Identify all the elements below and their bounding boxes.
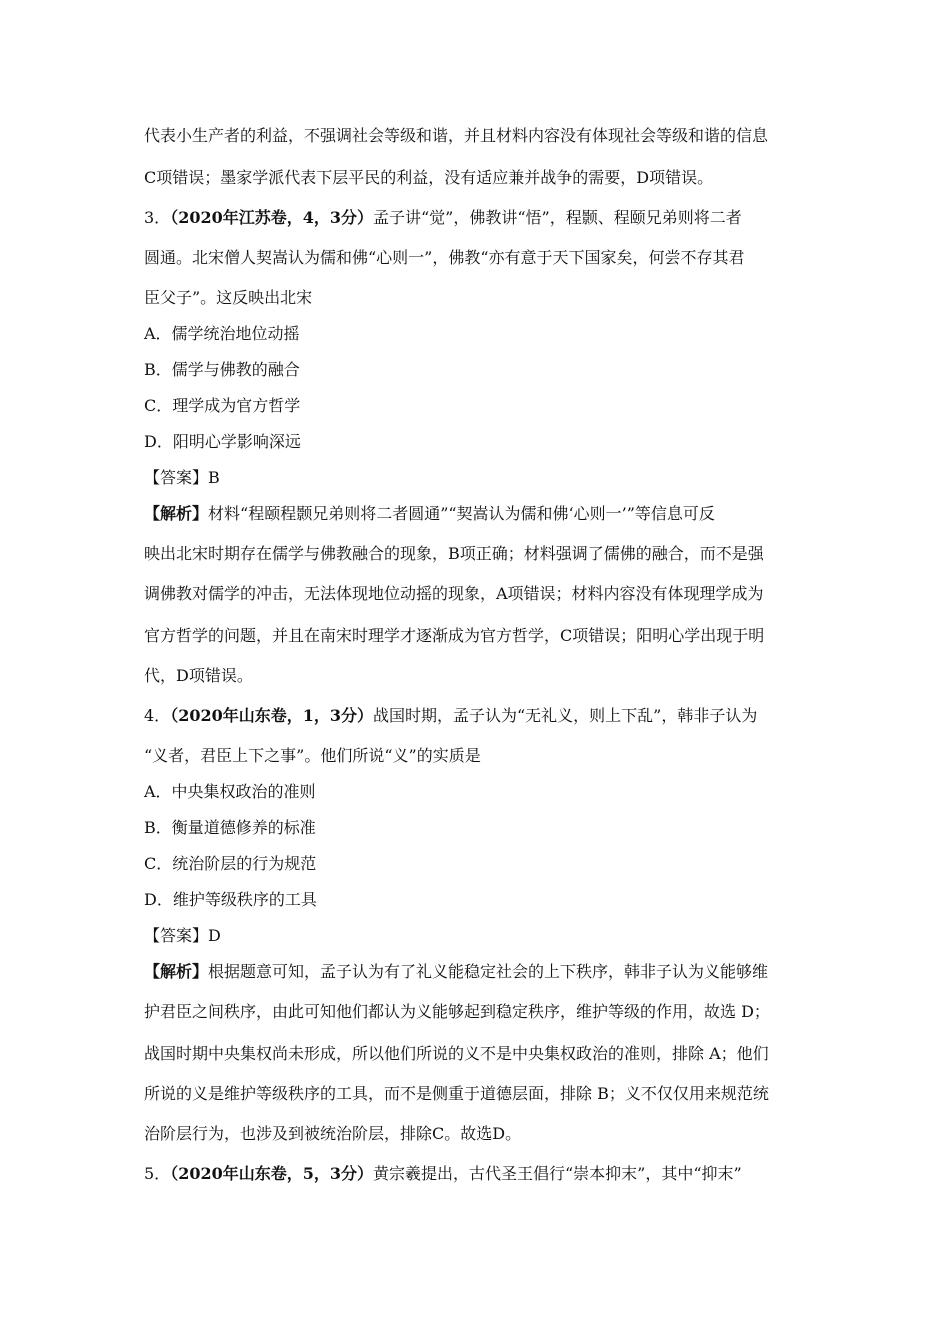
answer-line: [144, 924, 221, 948]
question-number: 3．: [144, 208, 171, 227]
question-source: （2020年山东卷，5，3分）: [170, 1164, 373, 1183]
option-d: D．阳明心学影响深远: [144, 432, 301, 451]
question-source: （2020年江苏卷，4，3分）: [170, 208, 373, 227]
answer-tag: 【答案】: [144, 926, 209, 945]
answer-value: D: [208, 926, 221, 945]
question-3-header: [144, 206, 742, 230]
analysis-line: [144, 960, 768, 984]
question-number: 5．: [144, 1164, 171, 1183]
answer-value: B: [208, 468, 220, 487]
text-line: “义者，君臣上下之事”。他们所说“义”的实质是: [144, 746, 481, 765]
option-c: C．统治阶层的行为规范: [144, 854, 317, 873]
analysis-tag: 【解析】: [144, 962, 209, 981]
analysis-text: 根据题意可知，孟子认为有了礼义能稳定社会的上下秩序，韩非子认为义能够维: [208, 962, 769, 981]
question-4-header: [144, 704, 757, 728]
question-source: （2020年山东卷，1，3分）: [170, 706, 373, 725]
option-a: A．儒学统治地位动摇: [144, 324, 300, 343]
option-b: B．衡量道德修养的标准: [144, 818, 316, 837]
analysis-text: 材料“程颐程颢兄弟则将二者圆通”“契嵩认为儒和佛‘心则一’”等信息可反: [208, 504, 715, 523]
answer-tag: 【答案】: [144, 468, 209, 487]
option-c: C．理学成为官方哲学: [144, 396, 301, 415]
question-text: 孟子讲“觉”，佛教讲“悟”，程颢、程颐兄弟则将二者: [373, 208, 742, 227]
question-text: 战国时期，孟子认为“无礼义，则上下乱”，韩非子认为: [373, 706, 758, 725]
analysis-tag: 【解析】: [144, 504, 209, 523]
text-line: 战国时期中央集权尚未形成，所以他们所说的义不是中央集权政治的准则，排除 A；他们: [144, 1044, 769, 1063]
analysis-line: [144, 502, 715, 526]
text-line: 映出北宋时期存在儒学与佛教融合的现象，B项正确；材料强调了儒佛的融合，而不是强: [144, 544, 764, 563]
text-line: 护君臣之间秩序，由此可知他们都认为义能够起到稳定秩序，维护等级的作用，故选 D；: [144, 1002, 770, 1021]
answer-line: [144, 466, 220, 490]
text-line: C项错误；墨家学派代表下层平民的利益，没有适应兼并战争的需要，D项错误。: [144, 168, 714, 187]
option-a: A．中央集权政治的准则: [144, 782, 316, 801]
question-5-header: [144, 1162, 742, 1186]
option-d: D．维护等级秩序的工具: [144, 890, 317, 909]
text-line: 调佛教对儒学的冲击，无法体现地位动摇的现象，A项错误；材料内容没有体现理学成为: [144, 584, 764, 603]
text-line: 代表小生产者的利益，不强调社会等级和谐，并且材料内容没有体现社会等级和谐的信息: [144, 126, 769, 145]
text-line: 所说的义是维护等级秩序的工具，而不是侧重于道德层面，排除 B；义不仅仅用来规范统: [144, 1084, 769, 1103]
question-number: 4．: [144, 706, 171, 725]
text-line: 代，D项错误。: [144, 666, 253, 685]
text-line: 治阶层行为，也涉及到被统治阶层，排除C。故选D。: [144, 1124, 522, 1143]
option-b: B．儒学与佛教的融合: [144, 360, 300, 379]
question-text: 黄宗羲提出，古代圣王倡行“崇本抑末”，其中“抑末”: [373, 1164, 742, 1183]
text-line: 官方哲学的问题，并且在南宋时理学才逐渐成为官方哲学，C项错误；阳明心学出现于明: [144, 626, 765, 645]
text-line: 圆通。北宋僧人契嵩认为儒和佛“心则一”，佛教“亦有意于天下国家矣，何尝不存其君: [144, 248, 745, 267]
text-line: 臣父子”。这反映出北宋: [144, 288, 313, 307]
